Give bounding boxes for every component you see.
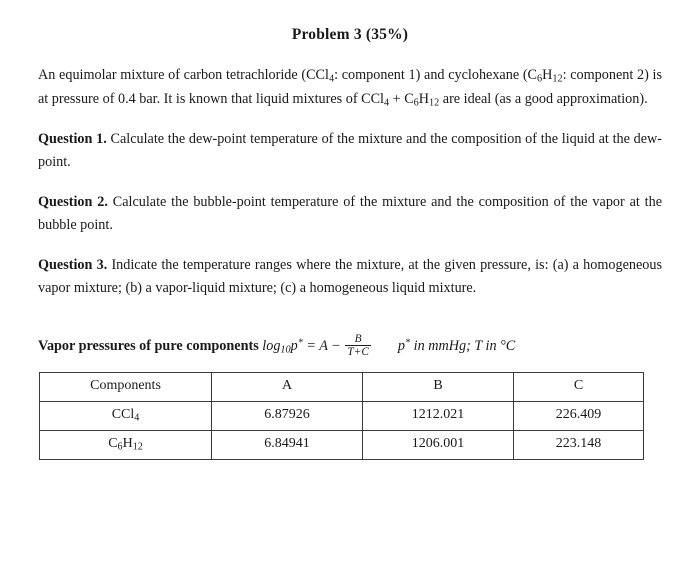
intro-sub-6: 12	[429, 97, 440, 109]
component-sub-1: 4	[134, 412, 140, 424]
units-p: p	[397, 338, 405, 355]
vapor-pressure-equation	[262, 333, 372, 359]
equation-equals: = A −	[302, 338, 345, 355]
intro-paragraph	[38, 64, 662, 112]
question-1-label: Question 1.	[38, 131, 107, 148]
intro-sub-2: 6	[537, 73, 543, 85]
cell-constant-c: 226.409	[514, 401, 644, 430]
column-header-b: B	[363, 372, 514, 401]
question-2-text: Calculate the bubble-point temperature of the mixture and the composition of the vapor at the bubble point.	[38, 194, 662, 234]
question-1	[38, 128, 662, 174]
intro-seg-5: + C	[389, 91, 414, 108]
cell-constant-b: 1206.001	[363, 430, 514, 459]
units-p-sup: *	[405, 337, 411, 349]
intro-sub-1: 4	[328, 73, 335, 85]
question-1-text: Calculate the dew-point temperature of the mixture and the composition of the liquid at the dew-point.	[38, 131, 662, 171]
intro-seg-7: are ideal (as a good approximation).	[439, 91, 648, 108]
component-seg-2: H	[122, 435, 133, 451]
units-rest: in mmHg; T in °C	[410, 338, 516, 355]
component-sub-1: 6	[117, 441, 123, 453]
equation-p-sup: *	[297, 337, 303, 349]
intro-seg-2: : component 1) and cyclohexane (C	[334, 67, 538, 83]
equation-p: p	[290, 338, 298, 355]
question-3-text: Indicate the temperature ranges where the mixture, at the given pressure, is: (a) a homogeneous vapor mixture; (b) a vapor-liquid mixture; (c) a homogeneous liquid mixture.	[38, 257, 662, 297]
cell-constant-a: 6.87926	[212, 401, 363, 430]
table-header-row	[40, 372, 644, 401]
column-header-components: Components	[40, 372, 212, 401]
question-2	[38, 191, 662, 237]
intro-seg-4: : component 2) is at pressure of 0.4 bar. It is known that liquid mixtures of CCl	[38, 67, 662, 108]
equation-fraction	[345, 333, 371, 359]
intro-seg-3: H	[542, 67, 553, 83]
cell-constant-b: 1212.021	[363, 401, 514, 430]
equation-fraction-denominator: T+C	[347, 346, 369, 359]
page-title: Problem 3 (35%)	[291, 26, 409, 43]
column-header-a: A	[212, 372, 363, 401]
vapor-pressure-label: Vapor pressures of pure components	[38, 338, 259, 355]
component-seg-1: C	[108, 435, 118, 451]
question-2-label: Question 2.	[38, 194, 108, 211]
intro-sub-5: 6	[413, 97, 419, 109]
intro-sub-4: 4	[383, 97, 390, 109]
equation-log: log	[262, 338, 281, 355]
table-row	[40, 430, 644, 459]
table-row	[40, 401, 644, 430]
vapor-pressure-heading	[38, 334, 662, 360]
cell-component-name	[40, 430, 212, 459]
vapor-pressure-constants-table	[39, 372, 644, 460]
equation-fraction-numerator: B	[354, 333, 362, 346]
vapor-pressure-units	[398, 338, 515, 354]
cell-component-name	[40, 401, 212, 430]
equation-log-sub: 10	[280, 344, 291, 356]
intro-sub-3: 12	[552, 73, 563, 85]
question-3	[38, 254, 662, 300]
component-seg-1: CCl	[111, 406, 135, 422]
cell-constant-c: 223.148	[514, 430, 644, 459]
column-header-c: C	[514, 372, 644, 401]
component-sub-2: 12	[132, 441, 143, 453]
cell-constant-a: 6.84941	[212, 430, 363, 459]
intro-seg-6: H	[418, 91, 430, 108]
intro-seg-1: An equimolar mixture of carbon tetrachloride (CCl	[38, 67, 329, 83]
question-3-label: Question 3.	[38, 257, 108, 274]
